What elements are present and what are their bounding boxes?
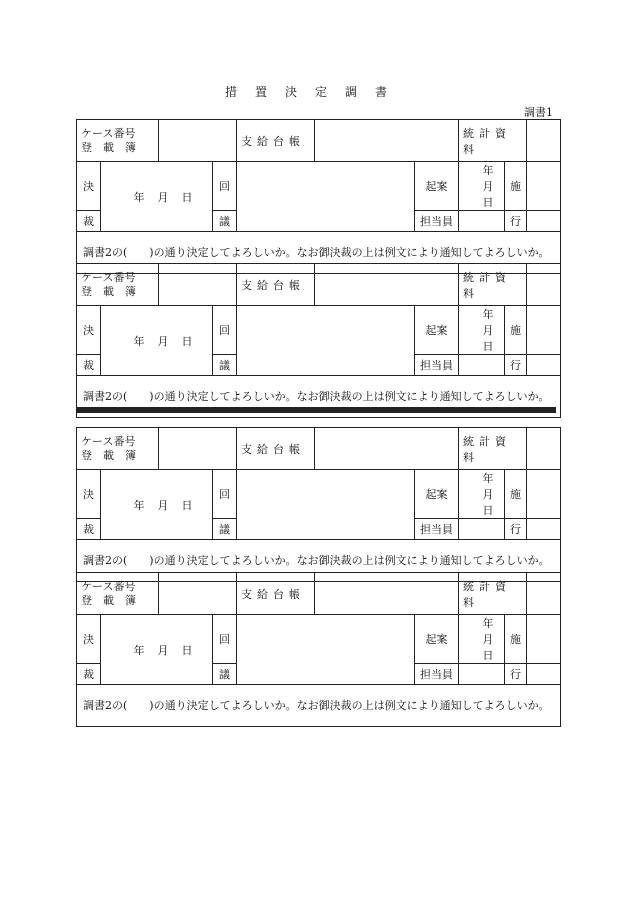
date-year-label: 年 [133,643,145,657]
draft-date-cell[interactable] [459,306,505,355]
date-day-label: 日 [482,196,494,209]
draft-date[interactable] [463,615,500,663]
enforce-date-cell[interactable] [527,162,561,211]
enforce-label-bottom: 行 [505,519,527,540]
draft-date[interactable] [463,162,500,210]
date-day-label: 日 [482,504,494,517]
payment-ledger-label: 支給台帳 [237,120,315,162]
date-month-label: 月 [157,334,169,348]
decision-label-bottom: 裁 [77,211,101,232]
decision-label-top: 決 [77,306,101,355]
enforce-field[interactable] [527,211,561,232]
record-table [76,263,561,418]
decision-date[interactable] [105,333,208,349]
statistics-label: 統計資料 [459,428,527,470]
date-month-label: 月 [482,488,494,501]
person-in-charge-label: 担当員 [415,211,459,232]
statistics-field[interactable] [527,428,561,470]
case-number-label: ケース番号 [81,270,136,284]
record-block [76,263,556,418]
date-year-label: 年 [133,190,145,204]
approval-message: 調書2の( )の通り決定してよろしいか。なお御決裁の上は例文により通知してよろしいか。 [77,540,561,582]
register-label: 登 載 簿 [81,284,136,298]
case-number-field[interactable] [159,120,237,162]
meeting-label-bottom: 議 [213,211,237,232]
case-number-field[interactable] [159,428,237,470]
enforce-date-cell[interactable] [527,470,561,519]
decision-label-top: 決 [77,615,101,664]
decision-date[interactable] [105,497,208,513]
register-label: 登 載 簿 [81,140,136,154]
date-month-label: 月 [482,633,494,646]
case-number-cell [77,120,159,162]
payment-ledger-label: 支給台帳 [237,428,315,470]
record-block [76,427,556,582]
date-year-label: 年 [482,617,494,630]
date-month-label: 月 [157,643,169,657]
draft-label: 起案 [415,470,459,519]
register-label: 登 載 簿 [81,593,136,607]
decision-date-cell[interactable] [101,615,213,685]
date-year-label: 年 [133,498,145,512]
meeting-label-top: 回 [213,615,237,664]
record-table [76,119,561,274]
draft-date-cell[interactable] [459,470,505,519]
document-title: 措置決定調書 [224,85,405,99]
decision-label-bottom: 裁 [77,355,101,376]
case-number-label: ケース番号 [81,579,136,593]
date-year-label: 年 [482,472,494,485]
date-day-label: 日 [482,649,494,662]
draft-label: 起案 [415,306,459,355]
date-month-label: 月 [482,180,494,193]
draft-date-cell[interactable] [459,615,505,664]
decision-label-bottom: 裁 [77,664,101,685]
payment-ledger-field[interactable] [315,428,459,470]
draft-date[interactable] [463,470,500,518]
record-table [76,427,561,582]
decision-label-top: 決 [77,470,101,519]
enforce-label-top: 施 [505,470,527,519]
meeting-field[interactable] [237,306,415,376]
record-block [76,572,556,727]
register-label: 登 載 簿 [81,448,136,462]
payment-ledger-label: 支給台帳 [237,264,315,306]
approval-message: 調書2の( )の通り決定してよろしいか。なお御決裁の上は例文により通知してよろしいか。 [77,685,561,727]
statistics-field[interactable] [527,120,561,162]
date-year-label: 年 [482,308,494,321]
case-number-cell [77,264,159,306]
decision-label-top: 決 [77,162,101,211]
draft-date[interactable] [463,306,500,354]
enforce-field[interactable] [527,664,561,685]
meeting-label-top: 回 [213,162,237,211]
date-month-label: 月 [157,498,169,512]
meeting-label-top: 回 [213,470,237,519]
meeting-label-bottom: 議 [213,355,237,376]
form-number: 調書1 [524,106,553,119]
date-day-label: 日 [181,190,193,204]
record-block [76,119,556,274]
payment-ledger-field[interactable] [315,573,459,615]
decision-label-bottom: 裁 [77,519,101,540]
case-number-label: ケース番号 [81,434,136,448]
person-in-charge-field[interactable] [459,519,505,540]
statistics-label: 統計資料 [459,264,527,306]
payment-ledger-field[interactable] [315,120,459,162]
statistics-label: 統計資料 [459,120,527,162]
statistics-field[interactable] [527,573,561,615]
enforce-date-cell[interactable] [527,615,561,664]
date-month-label: 月 [482,324,494,337]
enforce-label-bottom: 行 [505,664,527,685]
case-number-cell [77,428,159,470]
date-year-label: 年 [482,164,494,177]
decision-date-cell[interactable] [101,162,213,232]
meeting-label-bottom: 議 [213,519,237,540]
record-table [76,572,561,727]
meeting-field[interactable] [237,162,415,232]
enforce-field[interactable] [527,355,561,376]
person-in-charge-field[interactable] [459,664,505,685]
enforce-label-top: 施 [505,306,527,355]
enforce-label-bottom: 行 [505,355,527,376]
draft-date-cell[interactable] [459,162,505,211]
person-in-charge-label: 担当員 [415,355,459,376]
decision-date[interactable] [105,189,208,205]
meeting-label-bottom: 議 [213,664,237,685]
enforce-label-top: 施 [505,615,527,664]
payment-ledger-label: 支給台帳 [237,573,315,615]
meeting-label-top: 回 [213,306,237,355]
statistics-label: 統計資料 [459,573,527,615]
date-day-label: 日 [181,643,193,657]
statistics-field[interactable] [527,264,561,306]
date-day-label: 日 [482,340,494,353]
approval-message: 調書2の( )の通り決定してよろしいか。なお御決裁の上は例文により通知してよろしいか。 [77,232,561,274]
case-number-field[interactable] [159,264,237,306]
case-number-label: ケース番号 [81,126,136,140]
draft-label: 起案 [415,615,459,664]
date-day-label: 日 [181,334,193,348]
person-in-charge-field[interactable] [459,355,505,376]
date-month-label: 月 [157,190,169,204]
enforce-date-cell[interactable] [527,306,561,355]
person-in-charge-label: 担当員 [415,519,459,540]
enforce-field[interactable] [527,519,561,540]
date-year-label: 年 [133,334,145,348]
meeting-field[interactable] [237,470,415,540]
decision-date[interactable] [105,642,208,658]
person-in-charge-label: 担当員 [415,664,459,685]
draft-label: 起案 [415,162,459,211]
case-number-cell [77,573,159,615]
enforce-label-bottom: 行 [505,211,527,232]
decision-date-cell[interactable] [101,306,213,376]
date-day-label: 日 [181,498,193,512]
decision-date-cell[interactable] [101,470,213,540]
approval-message: 調書2の( )の通り決定してよろしいか。なお御決裁の上は例文により通知してよろしいか。 [77,376,561,418]
case-number-field[interactable] [159,573,237,615]
person-in-charge-field[interactable] [459,211,505,232]
meeting-field[interactable] [237,615,415,685]
payment-ledger-field[interactable] [315,264,459,306]
enforce-label-top: 施 [505,162,527,211]
separator-bar [76,407,556,413]
